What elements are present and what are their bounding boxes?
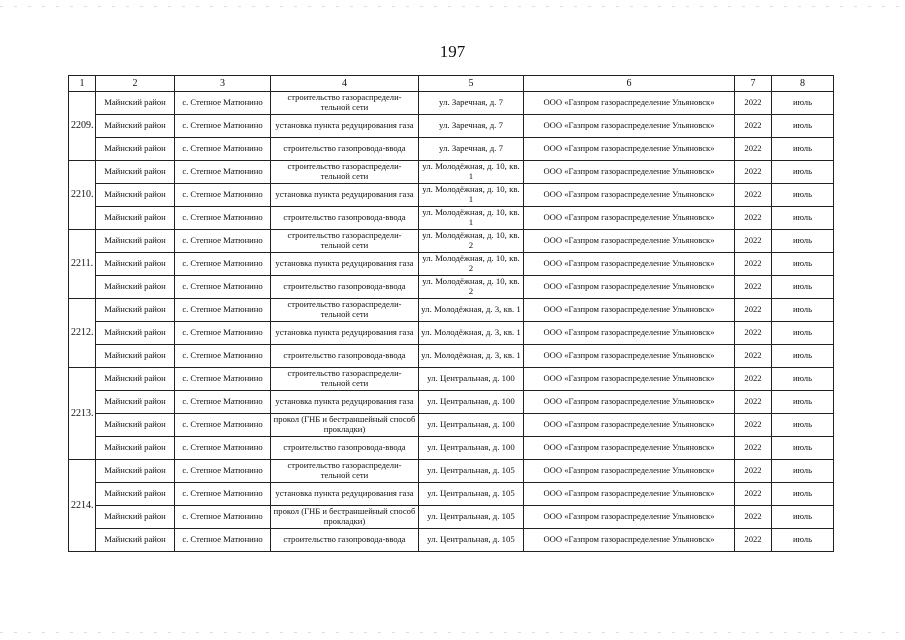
work-type-cell: прокол (ГНБ и бестраншейный способ прокладки) bbox=[271, 506, 419, 529]
scan-artifact-top bbox=[0, 6, 905, 7]
work-type-cell: строительство газораспредели-тельной сети bbox=[271, 92, 419, 115]
district-cell: Майнский район bbox=[96, 483, 175, 506]
year-cell: 2022 bbox=[735, 207, 772, 230]
table-row bbox=[69, 322, 834, 345]
work-type-cell: установка пункта редуцирования газа bbox=[271, 115, 419, 138]
settlement-cell: с. Степное Матюнино bbox=[175, 529, 271, 552]
district-cell: Майнский район bbox=[96, 506, 175, 529]
item-number: 2213. bbox=[69, 368, 96, 460]
address-cell: ул. Молодёжная, д. 3, кв. 1 bbox=[419, 299, 524, 322]
table-row bbox=[69, 529, 834, 552]
table-row bbox=[69, 138, 834, 161]
address-cell: ул. Центральная, д. 100 bbox=[419, 437, 524, 460]
address-cell: ул. Центральная, д. 100 bbox=[419, 368, 524, 391]
column-header: 8 bbox=[772, 76, 834, 92]
month-cell: июль bbox=[772, 92, 834, 115]
address-cell: ул. Заречная, д. 7 bbox=[419, 138, 524, 161]
organization-cell: ООО «Газпром газораспределение Ульяновск» bbox=[524, 230, 735, 253]
year-cell: 2022 bbox=[735, 299, 772, 322]
settlement-cell: с. Степное Матюнино bbox=[175, 414, 271, 437]
table-row bbox=[69, 437, 834, 460]
organization-cell: ООО «Газпром газораспределение Ульяновск» bbox=[524, 322, 735, 345]
year-cell: 2022 bbox=[735, 92, 772, 115]
table-row bbox=[69, 230, 834, 253]
month-cell: июль bbox=[772, 414, 834, 437]
organization-cell: ООО «Газпром газораспределение Ульяновск» bbox=[524, 437, 735, 460]
column-header: 4 bbox=[271, 76, 419, 92]
address-cell: ул. Молодёжная, д. 10, кв. 2 bbox=[419, 230, 524, 253]
address-cell: ул. Центральная, д. 100 bbox=[419, 414, 524, 437]
district-cell: Майнский район bbox=[96, 115, 175, 138]
table-row bbox=[69, 207, 834, 230]
work-type-cell: строительство газопровода-ввода bbox=[271, 276, 419, 299]
table-row bbox=[69, 391, 834, 414]
year-cell: 2022 bbox=[735, 345, 772, 368]
month-cell: июль bbox=[772, 253, 834, 276]
month-cell: июль bbox=[772, 276, 834, 299]
table-row bbox=[69, 115, 834, 138]
work-type-cell: строительство газопровода-ввода bbox=[271, 529, 419, 552]
address-cell: ул. Центральная, д. 105 bbox=[419, 506, 524, 529]
month-cell: июль bbox=[772, 483, 834, 506]
work-type-cell: строительство газораспредели-тельной сети bbox=[271, 230, 419, 253]
year-cell: 2022 bbox=[735, 391, 772, 414]
settlement-cell: с. Степное Матюнино bbox=[175, 483, 271, 506]
work-type-cell: установка пункта редуцирования газа bbox=[271, 253, 419, 276]
month-cell: июль bbox=[772, 115, 834, 138]
table-row bbox=[69, 299, 834, 322]
organization-cell: ООО «Газпром газораспределение Ульяновск» bbox=[524, 276, 735, 299]
district-cell: Майнский район bbox=[96, 437, 175, 460]
month-cell: июль bbox=[772, 138, 834, 161]
organization-cell: ООО «Газпром газораспределение Ульяновск» bbox=[524, 460, 735, 483]
work-type-cell: установка пункта редуцирования газа bbox=[271, 483, 419, 506]
month-cell: июль bbox=[772, 368, 834, 391]
district-cell: Майнский район bbox=[96, 253, 175, 276]
column-numbers-row bbox=[69, 76, 834, 92]
address-cell: ул. Молодёжная, д. 3, кв. 1 bbox=[419, 322, 524, 345]
column-header: 3 bbox=[175, 76, 271, 92]
item-number: 2209. bbox=[69, 92, 96, 161]
work-type-cell: строительство газораспредели-тельной сети bbox=[271, 368, 419, 391]
address-cell: ул. Заречная, д. 7 bbox=[419, 92, 524, 115]
address-cell: ул. Центральная, д. 105 bbox=[419, 460, 524, 483]
work-type-cell: строительство газопровода-ввода bbox=[271, 207, 419, 230]
year-cell: 2022 bbox=[735, 322, 772, 345]
year-cell: 2022 bbox=[735, 483, 772, 506]
address-cell: ул. Центральная, д. 105 bbox=[419, 483, 524, 506]
settlement-cell: с. Степное Матюнино bbox=[175, 345, 271, 368]
column-header: 1 bbox=[69, 76, 96, 92]
district-cell: Майнский район bbox=[96, 345, 175, 368]
table-row bbox=[69, 92, 834, 115]
work-type-cell: строительство газораспредели-тельной сети bbox=[271, 161, 419, 184]
district-cell: Майнский район bbox=[96, 207, 175, 230]
month-cell: июль bbox=[772, 322, 834, 345]
table-row bbox=[69, 253, 834, 276]
organization-cell: ООО «Газпром газораспределение Ульяновск» bbox=[524, 184, 735, 207]
month-cell: июль bbox=[772, 230, 834, 253]
settlement-cell: с. Степное Матюнино bbox=[175, 207, 271, 230]
page-number: 197 bbox=[439, 42, 466, 61]
table-row bbox=[69, 506, 834, 529]
table-row bbox=[69, 184, 834, 207]
organization-cell: ООО «Газпром газораспределение Ульяновск» bbox=[524, 506, 735, 529]
address-cell: ул. Молодёжная, д. 10, кв. 2 bbox=[419, 276, 524, 299]
item-number: 2214. bbox=[69, 460, 96, 552]
district-cell: Майнский район bbox=[96, 230, 175, 253]
year-cell: 2022 bbox=[735, 414, 772, 437]
work-type-cell: установка пункта редуцирования газа bbox=[271, 184, 419, 207]
month-cell: июль bbox=[772, 345, 834, 368]
month-cell: июль bbox=[772, 437, 834, 460]
district-cell: Майнский район bbox=[96, 414, 175, 437]
month-cell: июль bbox=[772, 207, 834, 230]
settlement-cell: с. Степное Матюнино bbox=[175, 230, 271, 253]
schedule-table bbox=[68, 75, 834, 552]
address-cell: ул. Молодёжная, д. 10, кв. 2 bbox=[419, 253, 524, 276]
month-cell: июль bbox=[772, 460, 834, 483]
year-cell: 2022 bbox=[735, 529, 772, 552]
district-cell: Майнский район bbox=[96, 92, 175, 115]
organization-cell: ООО «Газпром газораспределение Ульяновск» bbox=[524, 138, 735, 161]
organization-cell: ООО «Газпром газораспределение Ульяновск» bbox=[524, 483, 735, 506]
year-cell: 2022 bbox=[735, 230, 772, 253]
settlement-cell: с. Степное Матюнино bbox=[175, 184, 271, 207]
district-cell: Майнский район bbox=[96, 299, 175, 322]
settlement-cell: с. Степное Матюнино bbox=[175, 253, 271, 276]
work-type-cell: строительство газопровода-ввода bbox=[271, 138, 419, 161]
district-cell: Майнский район bbox=[96, 138, 175, 161]
district-cell: Майнский район bbox=[96, 391, 175, 414]
table-row bbox=[69, 414, 834, 437]
table-row bbox=[69, 483, 834, 506]
year-cell: 2022 bbox=[735, 506, 772, 529]
settlement-cell: с. Степное Матюнино bbox=[175, 161, 271, 184]
month-cell: июль bbox=[772, 391, 834, 414]
address-cell: ул. Центральная, д. 105 bbox=[419, 529, 524, 552]
organization-cell: ООО «Газпром газораспределение Ульяновск» bbox=[524, 92, 735, 115]
organization-cell: ООО «Газпром газораспределение Ульяновск» bbox=[524, 368, 735, 391]
settlement-cell: с. Степное Матюнино bbox=[175, 322, 271, 345]
settlement-cell: с. Степное Матюнино bbox=[175, 368, 271, 391]
address-cell: ул. Молодёжная, д. 10, кв. 1 bbox=[419, 184, 524, 207]
table-row bbox=[69, 276, 834, 299]
district-cell: Майнский район bbox=[96, 184, 175, 207]
organization-cell: ООО «Газпром газораспределение Ульяновск» bbox=[524, 207, 735, 230]
year-cell: 2022 bbox=[735, 161, 772, 184]
address-cell: ул. Заречная, д. 7 bbox=[419, 115, 524, 138]
table-body bbox=[69, 76, 834, 552]
month-cell: июль bbox=[772, 161, 834, 184]
work-type-cell: строительство газопровода-ввода bbox=[271, 345, 419, 368]
month-cell: июль bbox=[772, 184, 834, 207]
organization-cell: ООО «Газпром газораспределение Ульяновск» bbox=[524, 345, 735, 368]
organization-cell: ООО «Газпром газораспределение Ульяновск» bbox=[524, 529, 735, 552]
table-row bbox=[69, 161, 834, 184]
item-number: 2210. bbox=[69, 161, 96, 230]
district-cell: Майнский район bbox=[96, 276, 175, 299]
work-type-cell: прокол (ГНБ и бестраншейный способ прокладки) bbox=[271, 414, 419, 437]
settlement-cell: с. Степное Матюнино bbox=[175, 115, 271, 138]
table-row bbox=[69, 345, 834, 368]
settlement-cell: с. Степное Матюнино bbox=[175, 92, 271, 115]
month-cell: июль bbox=[772, 529, 834, 552]
column-header: 6 bbox=[524, 76, 735, 92]
district-cell: Майнский район bbox=[96, 460, 175, 483]
address-cell: ул. Центральная, д. 100 bbox=[419, 391, 524, 414]
year-cell: 2022 bbox=[735, 460, 772, 483]
address-cell: ул. Молодёжная, д. 3, кв. 1 bbox=[419, 345, 524, 368]
settlement-cell: с. Степное Матюнино bbox=[175, 437, 271, 460]
work-type-cell: строительство газопровода-ввода bbox=[271, 437, 419, 460]
year-cell: 2022 bbox=[735, 115, 772, 138]
district-cell: Майнский район bbox=[96, 161, 175, 184]
district-cell: Майнский район bbox=[96, 529, 175, 552]
work-type-cell: установка пункта редуцирования газа bbox=[271, 391, 419, 414]
work-type-cell: установка пункта редуцирования газа bbox=[271, 322, 419, 345]
item-number: 2212. bbox=[69, 299, 96, 368]
year-cell: 2022 bbox=[735, 276, 772, 299]
year-cell: 2022 bbox=[735, 138, 772, 161]
work-type-cell: строительство газораспредели-тельной сети bbox=[271, 460, 419, 483]
table-row bbox=[69, 368, 834, 391]
item-number: 2211. bbox=[69, 230, 96, 299]
settlement-cell: с. Степное Матюнино bbox=[175, 138, 271, 161]
work-type-cell: строительство газораспредели-тельной сети bbox=[271, 299, 419, 322]
district-cell: Майнский район bbox=[96, 322, 175, 345]
organization-cell: ООО «Газпром газораспределение Ульяновск» bbox=[524, 115, 735, 138]
year-cell: 2022 bbox=[735, 253, 772, 276]
organization-cell: ООО «Газпром газораспределение Ульяновск» bbox=[524, 161, 735, 184]
column-header: 5 bbox=[419, 76, 524, 92]
settlement-cell: с. Степное Матюнино bbox=[175, 460, 271, 483]
settlement-cell: с. Степное Матюнино bbox=[175, 299, 271, 322]
organization-cell: ООО «Газпром газораспределение Ульяновск» bbox=[524, 414, 735, 437]
district-cell: Майнский район bbox=[96, 368, 175, 391]
year-cell: 2022 bbox=[735, 184, 772, 207]
month-cell: июль bbox=[772, 506, 834, 529]
year-cell: 2022 bbox=[735, 437, 772, 460]
column-header: 7 bbox=[735, 76, 772, 92]
organization-cell: ООО «Газпром газораспределение Ульяновск» bbox=[524, 391, 735, 414]
settlement-cell: с. Степное Матюнино bbox=[175, 276, 271, 299]
address-cell: ул. Молодёжная, д. 10, кв. 1 bbox=[419, 161, 524, 184]
year-cell: 2022 bbox=[735, 368, 772, 391]
address-cell: ул. Молодёжная, д. 10, кв. 1 bbox=[419, 207, 524, 230]
organization-cell: ООО «Газпром газораспределение Ульяновск» bbox=[524, 299, 735, 322]
month-cell: июль bbox=[772, 299, 834, 322]
settlement-cell: с. Степное Матюнино bbox=[175, 391, 271, 414]
table-row bbox=[69, 460, 834, 483]
organization-cell: ООО «Газпром газораспределение Ульяновск» bbox=[524, 253, 735, 276]
column-header: 2 bbox=[96, 76, 175, 92]
settlement-cell: с. Степное Матюнино bbox=[175, 506, 271, 529]
scan-artifact-bottom bbox=[0, 632, 905, 633]
